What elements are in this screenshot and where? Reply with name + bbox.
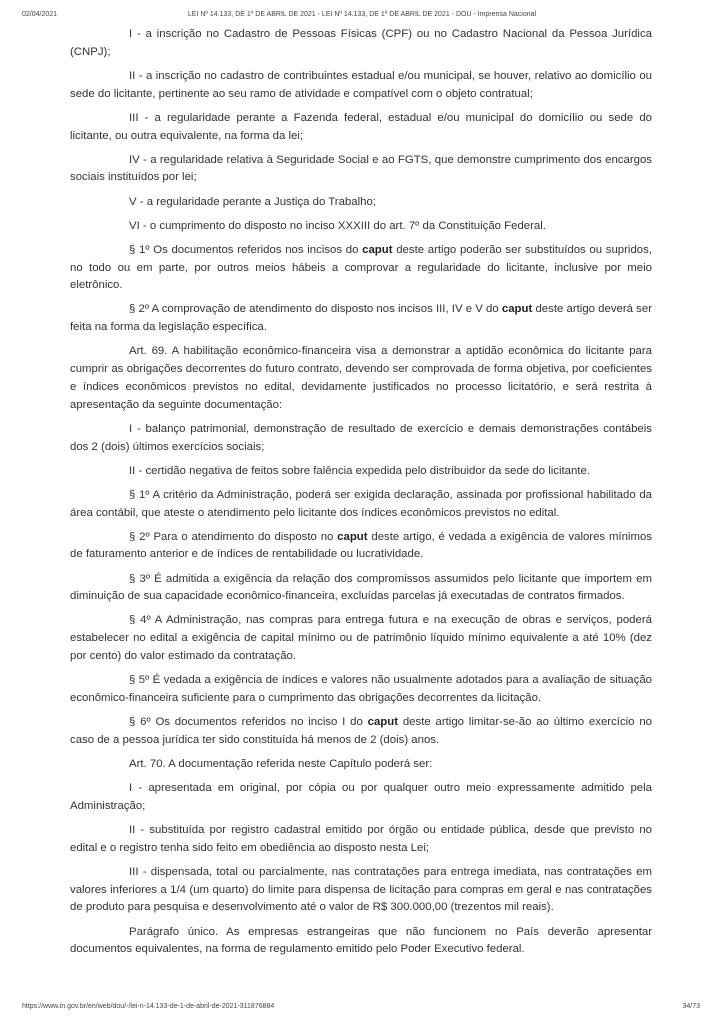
paragraph-text: Art. 69. A habilitação econômico-financeira visa a demonstrar a aptidão econômica do licitante para cumprir as obrigações decorrentes do futuro contrato, devendo ser comprovada de forma objetiva, por coeficientes e índices econômicos previstos no edital, devidamente justificados no processo licitatório, e será restrita à apresentação da seguinte documentação: <box>70 345 652 411</box>
paragraph-16 <box>70 672 652 708</box>
paragraph-12 <box>70 487 652 523</box>
paragraph-text: § 1º Os documentos referidos nos incisos do <box>129 243 363 256</box>
paragraph-text: deste artigo poderão ser substituídos ou supridos, no todo ou em parte, por outros meios hábeis a comprovar a regularidade do licitante, inclusive por meio eletrônico. <box>70 243 652 292</box>
paragraph-text: III - dispensada, total ou parcialmente, nas contratações para entrega imediata, nas contratações em valores inferiores a 1/4 (um quarto) do limite para dispensa de licitação para compras em geral e nas contratações de produto para pesquisa e desenvolvimento até o valor de R$ 300.000,00 (trezentos mil reais). <box>70 865 652 914</box>
paragraph-1 <box>70 26 652 62</box>
page-number: 34/73 <box>682 1003 700 1010</box>
paragraph-21 <box>70 864 652 917</box>
paragraph-2 <box>70 68 652 104</box>
paragraph-13 <box>70 529 652 565</box>
caput-emphasis: caput <box>337 530 368 543</box>
paragraph-9 <box>70 343 652 414</box>
paragraph-text: deste artigo deverá ser feita na forma da legislação específica. <box>70 303 653 334</box>
paragraph-text: § 4º A Administração, nas compras para entrega futura e na execução de obras e serviços, poderá estabelecer no edital a exigência de capital mínimo ou de patrimônio líquido mínimo equivalente a até 10% (dez por cento) do valor estimado da contratação. <box>70 614 652 663</box>
paragraph-text: deste artigo, é vedada a exigência de valores mínimos de faturamento anterior e de índices de rentabilidade ou lucratividade. <box>70 530 652 561</box>
paragraph-15 <box>70 612 652 665</box>
paragraph-22 <box>70 924 652 960</box>
paragraph-text: IV - a regularidade relativa à Seguridade Social e ao FGTS, que demonstre cumprimento dos encargos sociais instituídos por lei; <box>70 153 652 184</box>
paragraph-3 <box>70 110 652 146</box>
paragraph-11 <box>70 463 652 481</box>
paragraph-text: § 6º Os documentos referidos no inciso I do <box>129 716 368 729</box>
paragraph-19 <box>70 780 652 816</box>
paragraph-5 <box>70 194 652 212</box>
print-date: 02/04/2021 <box>22 11 58 18</box>
law-text <box>70 26 652 965</box>
paragraph-text: I - apresentada em original, por cópia ou por qualquer outro meio expressamente admitido pela Administração; <box>70 782 652 812</box>
paragraph-text: Art. 70. A documentação referida neste Capítulo poderá ser: <box>129 757 433 770</box>
paragraph-text: § 2º A comprovação de atendimento do disposto nos incisos III, IV e V do <box>129 303 502 316</box>
paragraph-10 <box>70 421 652 457</box>
paragraph-text: II - a inscrição no cadastro de contribuintes estadual e/ou municipal, se houver, relativo ao domicílio ou sede do licitante, pertinente ao seu ramo de atividade e compatível com o objeto contratual; <box>70 69 652 100</box>
paragraph-6 <box>70 218 652 236</box>
paragraph-text: V - a regularidade perante a Justiça do Trabalho; <box>129 195 376 208</box>
paragraph-text: I - balanço patrimonial, demonstração de resultado de exercício e demais demonstrações contábeis dos 2 (dois) últimos exercícios sociais; <box>70 422 652 453</box>
paragraph-text: § 5º É vedada a exigência de índices e valores não usualmente adotados para a avaliação de situação econômico-financeira suficiente para o cumprimento das obrigações decorrentes da licitação. <box>70 674 652 704</box>
paragraph-7 <box>70 242 652 295</box>
paragraph-14 <box>70 571 652 607</box>
paragraph-text: § 3º É admitida a exigência da relação dos compromissos assumidos pelo licitante que importem em diminuição de sua capacidade econômico-financeira, excluídas parcelas já executadas de contratos firmados. <box>70 572 652 603</box>
caput-emphasis: caput <box>501 303 533 316</box>
paragraph-18 <box>70 756 652 774</box>
paragraph-text: deste artigo limitar-se-ão ao último exercício no caso de a pessoa jurídica ter sido constituída há menos de 2 (dois) anos. <box>70 716 652 746</box>
caput-emphasis: caput <box>367 716 399 729</box>
source-url: https://www.in.gov.br/en/web/dou/-/lei-n-14.133-de-1-de-abril-de-2021-311876884 <box>22 1003 275 1010</box>
paragraph-text: VI - o cumprimento do disposto no inciso XXXIII do art. 7º da Constituição Federal. <box>129 219 546 232</box>
paragraph-text: § 1º A critério da Administração, poderá ser exigida declaração, assinada por profissional habilitado da área contábil, que ateste o atendimento pelo licitante dos índices econômicos previstos no edital. <box>70 488 652 519</box>
paragraph-4 <box>70 152 652 188</box>
paragraph-text: III - a regularidade perante a Fazenda federal, estadual e/ou municipal do domicílio ou sede do licitante, ou outra equivalente, na forma da lei; <box>70 111 652 142</box>
paragraph-20 <box>70 822 652 858</box>
caput-emphasis: caput <box>362 243 393 256</box>
paragraph-text: II - certidão negativa de feitos sobre falência expedida pelo distribuidor da sede do licitante. <box>129 464 590 477</box>
paragraph-17 <box>70 714 652 750</box>
print-header-title: LEI Nº 14.133, DE 1º DE ABRIL DE 2021 - LEI Nº 14.133, DE 1º DE ABRIL DE 2021 - DOU - Imprensa Nacional <box>187 11 537 18</box>
paragraph-8 <box>70 301 652 337</box>
paragraph-text: § 2º Para o atendimento do disposto no <box>129 530 338 543</box>
paragraph-text: I - a inscrição no Cadastro de Pessoas Físicas (CPF) ou no Cadastro Nacional da Pessoa Jurídica (CNPJ); <box>70 28 652 58</box>
paragraph-text: Parágrafo único. As empresas estrangeiras que não funcionem no País deverão apresentar documentos equivalentes, na forma de regulamento emitido pelo Poder Executivo federal. <box>70 925 652 956</box>
paragraph-text: II - substituída por registro cadastral emitido por órgão ou entidade pública, desde que previsto no edital e o registro tenha sido feito em obediência ao disposto nesta Lei; <box>70 823 652 854</box>
